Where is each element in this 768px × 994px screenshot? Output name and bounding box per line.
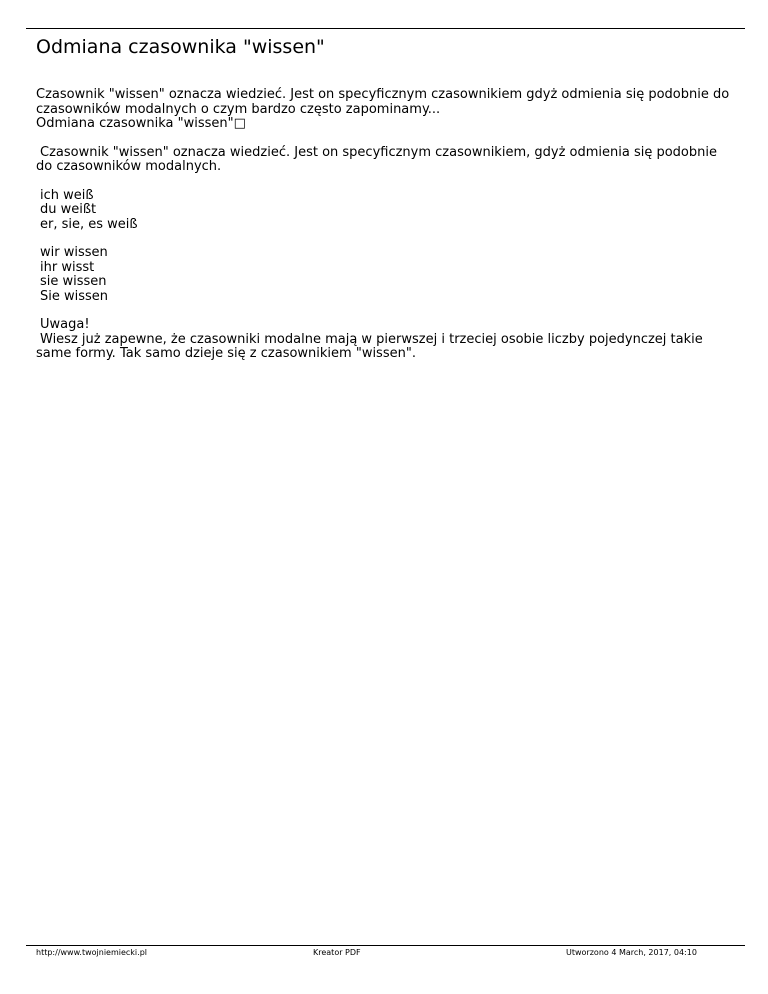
footer-created-date: Utworzono 4 March, 2017, 04:10 (566, 948, 697, 957)
note-heading: Uwaga! (40, 317, 90, 332)
intro-line-2: czasowników modalnych o czym bardzo często zapominamy... (36, 101, 441, 117)
description-line-2: do czasowników modalnych. (36, 159, 222, 174)
footer-divider (26, 945, 745, 946)
intro-paragraph (36, 88, 736, 132)
list-item-Sie-formal: Sie wissen (40, 288, 109, 304)
intro-line-1: Czasownik "wissen" oznacza wiedzieć. Jest on specyficznym czasownikiem gdyż odmienia się podobnie do (36, 87, 730, 102)
intro-line-3: Odmiana czasownika "wissen"□ (36, 116, 246, 131)
note-line-1: Wiesz już zapewne, że czasowniki modalne mają w pierwszej i trzeciej osobie liczby pojedynczej takie (40, 331, 703, 347)
description-line-1: Czasownik "wissen" oznacza wiedzieć. Jest on specyficznym czasownikiem, gdyż odmienia się podobnie (40, 144, 717, 160)
footer-generator: Kreator PDF (313, 948, 361, 957)
list-item-wir: wir wissen (40, 245, 108, 260)
page-title: Odmiana czasownika "wissen" (36, 36, 325, 58)
list-item-er-sie-es: er, sie, es weiß (40, 216, 138, 232)
footer-url: http://www.twojniemiecki.pl (36, 948, 147, 957)
article-body (36, 88, 736, 376)
note-line-2: same formy. Tak samo dzieje się z czasownikiem "wissen". (36, 346, 416, 361)
header-divider (26, 28, 745, 29)
plural-conjugation-list (36, 246, 736, 304)
singular-conjugation-list (36, 189, 736, 233)
list-item-ich: ich weiß (40, 187, 94, 203)
list-item-sie: sie wissen (40, 274, 107, 289)
list-item-ihr: ihr wisst (40, 259, 95, 275)
description-paragraph (36, 146, 736, 175)
list-item-du: du weißt (40, 202, 97, 217)
note-paragraph (36, 318, 736, 362)
